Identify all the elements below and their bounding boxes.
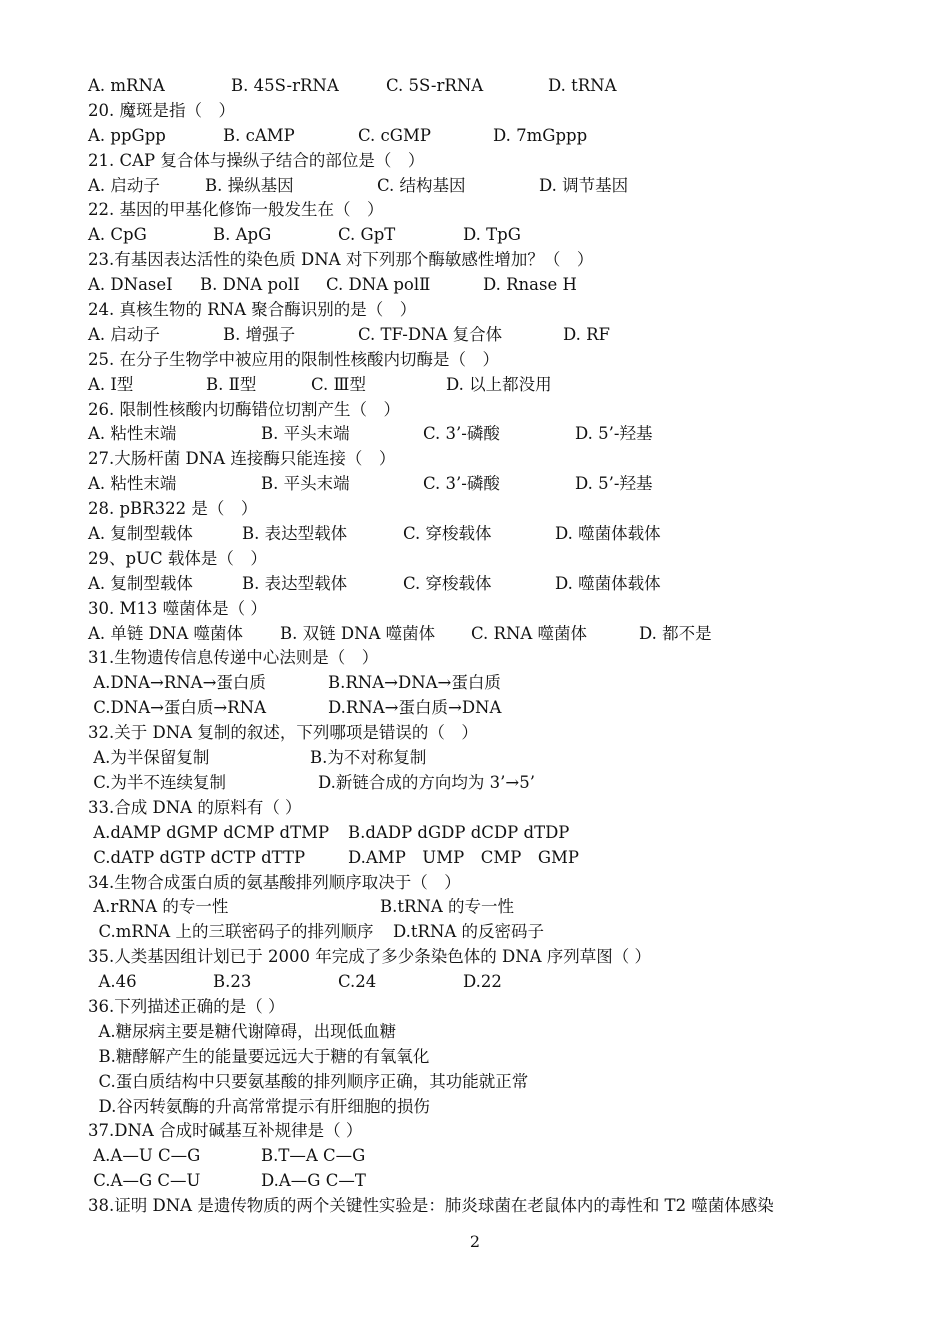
question-stem [88, 497, 878, 522]
question-stem [88, 796, 878, 821]
option-text: D.22 [463, 972, 502, 992]
option-text: B. 表达型载体 [242, 573, 348, 593]
question-stem [88, 721, 878, 746]
option-line [88, 223, 878, 248]
question-stem [88, 547, 878, 572]
option-text: B. 操纵基因 [205, 175, 294, 195]
option-text: D. 噬菌体载体 [555, 573, 661, 593]
question-stem [88, 871, 878, 896]
option-text: B. 平头末端 [261, 474, 350, 494]
option-text: A.rRNA 的专一性 [88, 897, 229, 917]
option-line [88, 895, 878, 920]
option-text: A. 单链 DNA 噬菌体 [88, 623, 243, 643]
option-text: C. 5S-rRNA [386, 76, 484, 95]
option-text: A. 复制型载体 [88, 573, 193, 593]
option-line [88, 696, 878, 721]
option-text: C.dATP dGTP dCTP dTTP [88, 847, 306, 867]
option-text: C. 3’-磷酸 [423, 424, 500, 444]
option-text: C. 穿梭载体 [403, 524, 492, 544]
option-text: D.A—G C—T [261, 1171, 366, 1191]
option-line [88, 422, 878, 447]
option-line [88, 572, 878, 597]
option-text: D. RF [563, 324, 611, 344]
question-stem [88, 348, 878, 373]
option-text: D. 噬菌体载体 [555, 524, 661, 544]
option-line [88, 821, 878, 846]
option-line [88, 622, 878, 647]
option-text: C.24 [338, 972, 377, 992]
question-stem [88, 447, 878, 472]
option-line [88, 746, 878, 771]
option-text: B. 平头末端 [261, 424, 350, 444]
option-text: D. 都不是 [639, 623, 712, 643]
option-text: B.糖酵解产生的能量要远远大于糖的有氧氧化 [88, 1046, 430, 1066]
question-stem [88, 945, 878, 970]
question-text: 33.合成 DNA 的原料有（ ） [88, 797, 302, 817]
question-text: 22. 基因的甲基化修饰一般发生在（ ） [88, 200, 384, 220]
question-stem [88, 1119, 878, 1144]
option-text: B. ApG [213, 225, 272, 245]
option-line [88, 1045, 878, 1070]
option-line [88, 174, 878, 199]
option-line [88, 920, 878, 945]
question-text: 21. CAP 复合体与操纵子结合的部位是（ ） [88, 150, 425, 170]
option-text: D. Rnase H [483, 275, 577, 295]
option-text: A.为半保留复制 [88, 748, 210, 768]
option-text: C. 结构基因 [377, 175, 466, 195]
option-text: B.23 [213, 972, 252, 992]
option-text: C.DNA→蛋白质→RNA [88, 698, 267, 718]
option-line [88, 1169, 878, 1194]
option-text: A.dAMP dGMP dCMP dTMP [88, 822, 330, 842]
option-text: D. tRNA [548, 76, 617, 95]
option-text: D.谷丙转氨酶的升高常常提示有肝细胞的损伤 [88, 1096, 430, 1116]
option-line [88, 124, 878, 149]
option-text: C. TF-DNA 复合体 [358, 324, 503, 344]
option-text: B. DNA polⅠ [200, 275, 300, 295]
option-text: D. 7mGppp [493, 125, 588, 145]
option-line [88, 323, 878, 348]
option-text: C. 3’-磷酸 [423, 474, 500, 494]
option-text: C. GpT [338, 225, 396, 245]
question-text: 28. pBR322 是（ ） [88, 499, 258, 519]
question-stem [88, 298, 878, 323]
option-text: B. 增强子 [223, 324, 296, 344]
question-stem [88, 198, 878, 223]
option-line [88, 846, 878, 871]
option-text: D.tRNA 的反密码子 [393, 922, 545, 942]
option-line [88, 273, 878, 298]
option-text: C.mRNA 上的三联密码子的排列顺序 [88, 922, 374, 942]
question-stem [88, 995, 878, 1020]
option-text: B. 双链 DNA 噬菌体 [280, 623, 436, 643]
option-text: C. 穿梭载体 [403, 573, 492, 593]
option-text: A. Ⅰ型 [88, 374, 134, 394]
option-text: B. 表达型载体 [242, 524, 348, 544]
option-line [88, 1070, 878, 1095]
option-text: C. DNA polⅡ [326, 275, 431, 295]
option-text: A.46 [88, 972, 137, 992]
option-text: D. 调节基因 [539, 175, 629, 195]
option-text: A. 粘性末端 [88, 424, 177, 444]
option-text: A.DNA→RNA→蛋白质 [88, 673, 266, 693]
option-text: C. cGMP [358, 125, 431, 145]
option-text: A. CpG [88, 225, 147, 245]
option-text: B.RNA→DNA→蛋白质 [328, 673, 501, 693]
option-text: D. TpG [463, 225, 521, 245]
option-text: A. DNaseⅠ [88, 275, 173, 295]
question-text: 38.证明 DNA 是遗传物质的两个关键性实验是：肺炎球菌在老鼠体内的毒性和 T2 噬菌体感染 [88, 1196, 774, 1216]
option-text: B.tRNA 的专一性 [380, 897, 515, 917]
option-text: B. cAMP [223, 125, 295, 145]
option-text: A. mRNA [88, 76, 165, 95]
question-text: 20. 魔斑是指（ ） [88, 100, 235, 120]
option-text: C.蛋白质结构中只要氨基酸的排列顺序正确，其功能就正常 [88, 1071, 529, 1091]
exam-page [88, 74, 878, 1219]
question-text: 32.关于 DNA 复制的叙述，下列哪项是错误的（ ） [88, 723, 478, 743]
option-line [88, 671, 878, 696]
option-text: B.dADP dGDP dCDP dTDP [348, 822, 570, 842]
option-line [88, 771, 878, 796]
question-text: 23.有基因表达活性的染色质 DNA 对下列那个酶敏感性增加？（ ） [88, 250, 594, 270]
option-text: D. 5’-羟基 [575, 424, 653, 444]
option-text: A. 启动子 [88, 324, 160, 344]
question-text: 36.下列描述正确的是（ ） [88, 996, 285, 1016]
option-text: B.T—A C—G [261, 1146, 366, 1166]
option-text: D. 5’-羟基 [575, 474, 653, 494]
question-stem [88, 248, 878, 273]
question-text: 24. 真核生物的 RNA 聚合酶识别的是（ ） [88, 300, 417, 320]
option-text: A. 粘性末端 [88, 474, 177, 494]
question-text: 27.大肠杆菌 DNA 连接酶只能连接（ ） [88, 449, 396, 469]
option-text: C.为半不连续复制 [88, 772, 227, 792]
option-line [88, 1020, 878, 1045]
question-text: 31.生物遗传信息传递中心法则是（ ） [88, 648, 379, 668]
option-line [88, 522, 878, 547]
question-text: 25. 在分子生物学中被应用的限制性核酸内切酶是（ ） [88, 349, 499, 369]
question-stem [88, 149, 878, 174]
option-text: D. 以上都没用 [446, 374, 552, 394]
option-text: D.AMP UMP CMP GMP [348, 847, 579, 867]
question-text: 30. M13 噬菌体是（ ） [88, 598, 267, 618]
option-text: A. ppGpp [88, 125, 166, 145]
question-stem [88, 398, 878, 423]
question-stem [88, 646, 878, 671]
question-stem [88, 597, 878, 622]
page-number: 2 [469, 1232, 481, 1251]
option-text: C.A—G C—U [88, 1171, 201, 1191]
option-line [88, 472, 878, 497]
option-text: A. 启动子 [88, 175, 160, 195]
option-text: A. 复制型载体 [88, 524, 193, 544]
option-text: D.RNA→蛋白质→DNA [328, 698, 502, 718]
question-text: 26. 限制性核酸内切酶错位切割产生（ ） [88, 399, 400, 419]
question-text: 29、pUC 载体是（ ） [88, 548, 267, 568]
option-text: A.糖尿病主要是糖代谢障碍，出现低血糖 [88, 1021, 397, 1041]
option-text: C. Ⅲ型 [311, 374, 366, 394]
question-text: 34.生物合成蛋白质的氨基酸排列顺序取决于（ ） [88, 872, 461, 892]
option-line [88, 74, 878, 99]
option-line [88, 373, 878, 398]
option-line [88, 1095, 878, 1120]
option-text: B. Ⅱ型 [206, 374, 257, 394]
option-line [88, 1144, 878, 1169]
question-text: 35.人类基因组计划已于 2000 年完成了多少条染色体的 DNA 序列草图（ ） [88, 947, 652, 967]
question-stem [88, 1194, 878, 1219]
option-text: C. RNA 噬菌体 [471, 623, 588, 643]
option-line [88, 970, 878, 995]
question-stem [88, 99, 878, 124]
option-text: D.新链合成的方向均为 3’→5’ [318, 772, 535, 792]
option-text: A.A—U C—G [88, 1146, 201, 1166]
option-text: B. 45S-rRNA [231, 76, 339, 95]
option-text: B.为不对称复制 [310, 748, 427, 768]
question-text: 37.DNA 合成时碱基互补规律是（ ） [88, 1121, 363, 1141]
